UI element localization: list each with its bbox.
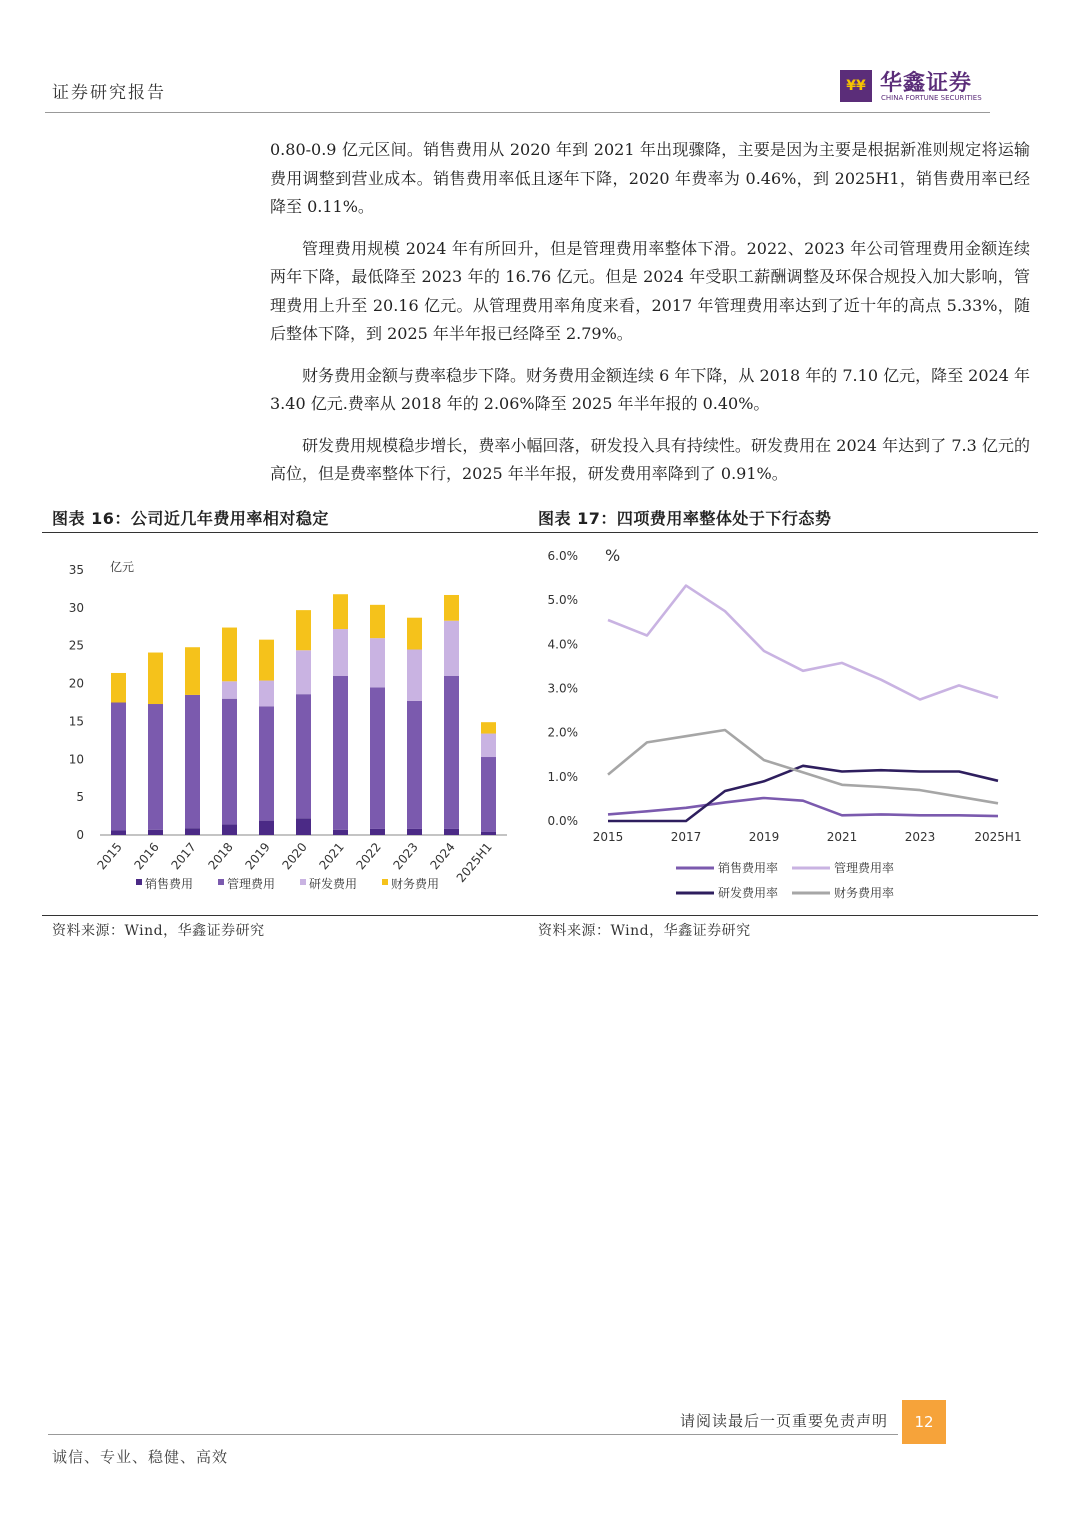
- bar-segment: [222, 699, 237, 825]
- x-tick-label: 2022: [353, 839, 384, 873]
- bar-segment: [259, 706, 274, 820]
- x-tick-label: 2016: [131, 839, 162, 873]
- footer-divider: [48, 1434, 898, 1435]
- x-tick-label: 2019: [242, 839, 273, 873]
- footer-slogan: 诚信、专业、稳健、高效: [52, 1448, 229, 1466]
- bar-segment: [259, 821, 274, 835]
- x-tick-label: 2018: [205, 839, 236, 873]
- page-number: 12: [902, 1400, 946, 1444]
- bar-segment: [481, 832, 496, 835]
- x-tick-label: 2025H1: [974, 830, 1022, 844]
- bar-segment: [148, 830, 163, 835]
- y-tick-label: 3.0%: [547, 681, 578, 696]
- bar-segment: [296, 650, 311, 694]
- bar-segment: [296, 694, 311, 818]
- bar-segment: [333, 594, 348, 629]
- legend-swatch: [136, 879, 142, 885]
- legend-swatch: [382, 879, 388, 885]
- y-tick-label: 0: [76, 828, 84, 842]
- legend-label: 财务费用: [391, 877, 440, 891]
- bar-segment: [481, 734, 496, 757]
- bar-segment: [148, 704, 163, 830]
- bar-segment: [111, 830, 126, 835]
- report-header-title: 证券研究报告: [52, 83, 166, 103]
- x-tick-label: 2024: [427, 839, 458, 873]
- figure-16-title: 图表 16：公司近几年费用率相对稳定: [52, 509, 329, 528]
- bar-segment: [259, 681, 274, 707]
- x-tick-label: 2019: [748, 830, 780, 844]
- legend-label: 研发费用: [309, 877, 358, 891]
- figure-top-rule: [42, 532, 1038, 533]
- y-tick-label: 35: [68, 563, 84, 577]
- x-tick-label: 2017: [670, 830, 702, 844]
- x-tick-label: 2021: [316, 839, 347, 873]
- brand-name: 华鑫证券: [880, 71, 973, 96]
- y-tick-label: 0.0%: [547, 814, 578, 828]
- x-tick-label: 2021: [826, 830, 858, 844]
- bar-segment: [370, 687, 385, 829]
- legend-label: 销售费用: [145, 877, 194, 891]
- x-tick-label: 2025H1: [453, 839, 495, 886]
- bar-segment: [185, 828, 200, 835]
- x-tick-label: 2015: [94, 839, 125, 873]
- bar-segment: [296, 610, 311, 650]
- bar-segment: [481, 722, 496, 733]
- stacked-bar-chart: [42, 540, 522, 910]
- y-tick-label: 2.0%: [547, 725, 578, 740]
- figure-16-source: 资料来源：Wind，华鑫证券研究: [52, 923, 265, 939]
- bar-segment: [333, 629, 348, 676]
- bar-segment: [185, 647, 200, 695]
- series-line: [608, 798, 998, 816]
- y-tick-label: 5: [76, 790, 84, 805]
- legend-label: 研发费用率: [718, 886, 779, 900]
- bar-segment: [444, 676, 459, 829]
- line-chart: [530, 540, 1030, 910]
- bar-segment: [259, 640, 274, 681]
- figure-17-title: 图表 17：四项费用率整体处于下行态势: [538, 509, 832, 528]
- bar-segment: [296, 818, 311, 835]
- series-line: [608, 586, 998, 700]
- y-tick-label: 30: [68, 600, 84, 615]
- x-tick-label: 2023: [390, 839, 421, 873]
- paragraph: 研发费用规模稳步增长，费率小幅回落，研发投入具有持续性。研发费用在 2024 年达到了 7.3 亿元的高位，但是费率整体下行，2025 年半年报，研发费用率降到了 0.91%。: [270, 435, 1030, 483]
- x-tick-label: 2023: [904, 830, 936, 844]
- y-tick-label: 10: [68, 752, 84, 767]
- y-tick-label: 15: [68, 714, 84, 729]
- y-unit-label: 亿元: [110, 560, 135, 574]
- bar-segment: [407, 618, 422, 650]
- brand-subtitle: CHINA FORTUNE SECURITIES: [881, 94, 982, 102]
- y-tick-label: 20: [68, 676, 84, 691]
- body-text: [270, 136, 1030, 502]
- bar-segment: [222, 628, 237, 682]
- bar-segment: [370, 638, 385, 687]
- bar-segment: [444, 595, 459, 621]
- header-divider: [45, 112, 990, 113]
- legend-swatch: [218, 879, 224, 885]
- y-tick-label: 25: [68, 638, 84, 653]
- bar-segment: [222, 824, 237, 835]
- legend-label: 管理费用: [227, 877, 276, 891]
- bar-segment: [444, 621, 459, 676]
- bar-segment: [222, 681, 237, 698]
- bar-segment: [333, 676, 348, 830]
- bar-segment: [333, 830, 348, 835]
- bar-segment: [111, 673, 126, 703]
- figure-17-source: 资料来源：Wind，华鑫证券研究: [538, 923, 751, 939]
- legend-label: 销售费用率: [718, 861, 779, 875]
- bar-segment: [111, 703, 126, 831]
- bar-segment: [370, 605, 385, 638]
- y-tick-label: 4.0%: [547, 637, 578, 652]
- bar-segment: [148, 653, 163, 704]
- bar-segment: [407, 829, 422, 835]
- x-tick-label: 2020: [279, 839, 310, 873]
- y-tick-label: 1.0%: [547, 769, 578, 784]
- bar-segment: [407, 650, 422, 701]
- legend-swatch: [300, 879, 306, 885]
- figure-bottom-rule: [42, 915, 1038, 916]
- bar-segment: [444, 829, 459, 835]
- bar-segment: [407, 701, 422, 829]
- bar-segment: [370, 829, 385, 835]
- bar-segment: [185, 695, 200, 828]
- disclaimer-note: 请阅读最后一页重要免责声明: [680, 1412, 889, 1430]
- paragraph: 财务费用金额与费率稳步下降。财务费用金额连续 6 年下降，从 2018 年的 7.10 亿元，降至 2024 年 3.40 亿元.费率从 2018 年的 2.06%降至 2025 年半年报的 0.40%。: [270, 365, 1030, 413]
- x-tick-label: 2015: [592, 830, 624, 844]
- brand-logo: [840, 66, 990, 106]
- legend-label: 管理费用率: [834, 861, 895, 875]
- legend-label: 财务费用率: [834, 886, 895, 900]
- y-tick-label: 5.0%: [547, 593, 578, 608]
- bar-segment: [481, 757, 496, 832]
- x-tick-label: 2017: [168, 839, 199, 873]
- brand-mark-icon: ¥¥: [840, 70, 872, 102]
- paragraph: 管理费用规模 2024 年有所回升，但是管理费用率整体下滑。2022、2023 年公司管理费用金额连续两年下降，最低降至 2023 年的 16.76 亿元。但是 2024 年受职工薪酬调整及环保合规投入加大影响，管理费用上升至 20.16 亿元。从管理费用率角度来看，2017 年管理费用率达到了近十年的高点 5.33%，随后整体下降，到 2025 年半年报已经降至 2.79%。: [270, 238, 1030, 343]
- y-unit-label: %: [605, 546, 621, 565]
- paragraph: 0.80-0.9 亿元区间。销售费用从 2020 年到 2021 年出现骤降，主要是因为主要是根据新准则规定将运输费用调整到营业成本。销售费用率低且逐年下降，2020 年费率为 0.46%，到 2025H1，销售费用率已经降至 0.11%。: [270, 140, 1030, 216]
- y-tick-label: 6.0%: [547, 549, 578, 563]
